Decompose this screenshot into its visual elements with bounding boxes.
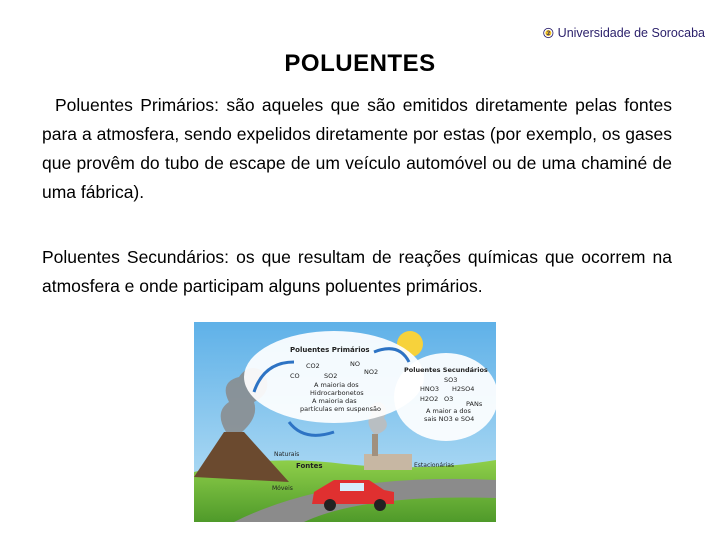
moveis-label: Móveis (272, 485, 293, 492)
estacionarias-label: Estacionárias (414, 462, 454, 469)
cloud-left-line-3: SO2 (324, 372, 338, 380)
naturais-label: Naturais (274, 451, 300, 458)
cloud-left-line-2: CO (290, 372, 300, 380)
secondary-pollutants-label: Poluentes Secundários: (42, 247, 230, 267)
fontes-label: Fontes (296, 462, 323, 470)
cloud-right-line-0: SO3 (444, 376, 458, 384)
cloud-left-line-4: NO2 (364, 368, 379, 376)
cloud-right-line-5: PANs (466, 400, 483, 408)
cloud-right-line-1: HNO3 (420, 385, 440, 393)
factory-chimney (372, 434, 378, 456)
cloud-left-line-0: CO2 (306, 362, 320, 370)
cloud-left-line-5: A maioria dos (314, 381, 359, 389)
cloud-right-line-6: A maior a dos (426, 407, 471, 415)
cloud-right-title: Poluentes Secundários (404, 366, 488, 374)
primary-pollutants-paragraph (42, 91, 672, 207)
university-emblem-icon (543, 17, 554, 49)
cloud-left-line-1: NO (350, 360, 360, 368)
primary-pollutants-label: Poluentes Primários: (55, 95, 219, 115)
university-name: Universidade de Sorocaba (557, 26, 705, 40)
pollution-illustration (194, 322, 496, 522)
secondary-pollutants-text: os que resultam de reações químicas que ocorrem na atmosfera e onde participam alguns poluentes primários. (42, 247, 672, 296)
primary-pollutants-text: são aqueles que são emitidos diretamente pelas fontes para a atmosfera, sendo expelidos diretamente por estas (por exemplo, os gases que provêm do tubo de escape de um veículo automóvel ou de uma chaminé de uma fábrica). (42, 95, 672, 202)
cloud-left-title: Poluentes Primários (290, 346, 370, 354)
cloud-right-line-3: H2O2 (420, 395, 439, 403)
cloud-left-line-6: Hidrocarbonetos (310, 389, 364, 397)
cloud-left-line-7: A maioria das (312, 397, 357, 405)
cloud-right-line-4: O3 (444, 395, 454, 403)
cloud-right-line-2: H2SO4 (452, 385, 475, 393)
factory-building (364, 454, 412, 470)
secondary-pollutants-paragraph (42, 243, 672, 301)
cloud-right-line-7: sais NO3 e SO4 (424, 415, 475, 423)
university-logo (543, 15, 705, 51)
cloud-left-line-8: partículas em suspensão (300, 405, 381, 413)
page-title: POLUENTES (284, 50, 436, 77)
